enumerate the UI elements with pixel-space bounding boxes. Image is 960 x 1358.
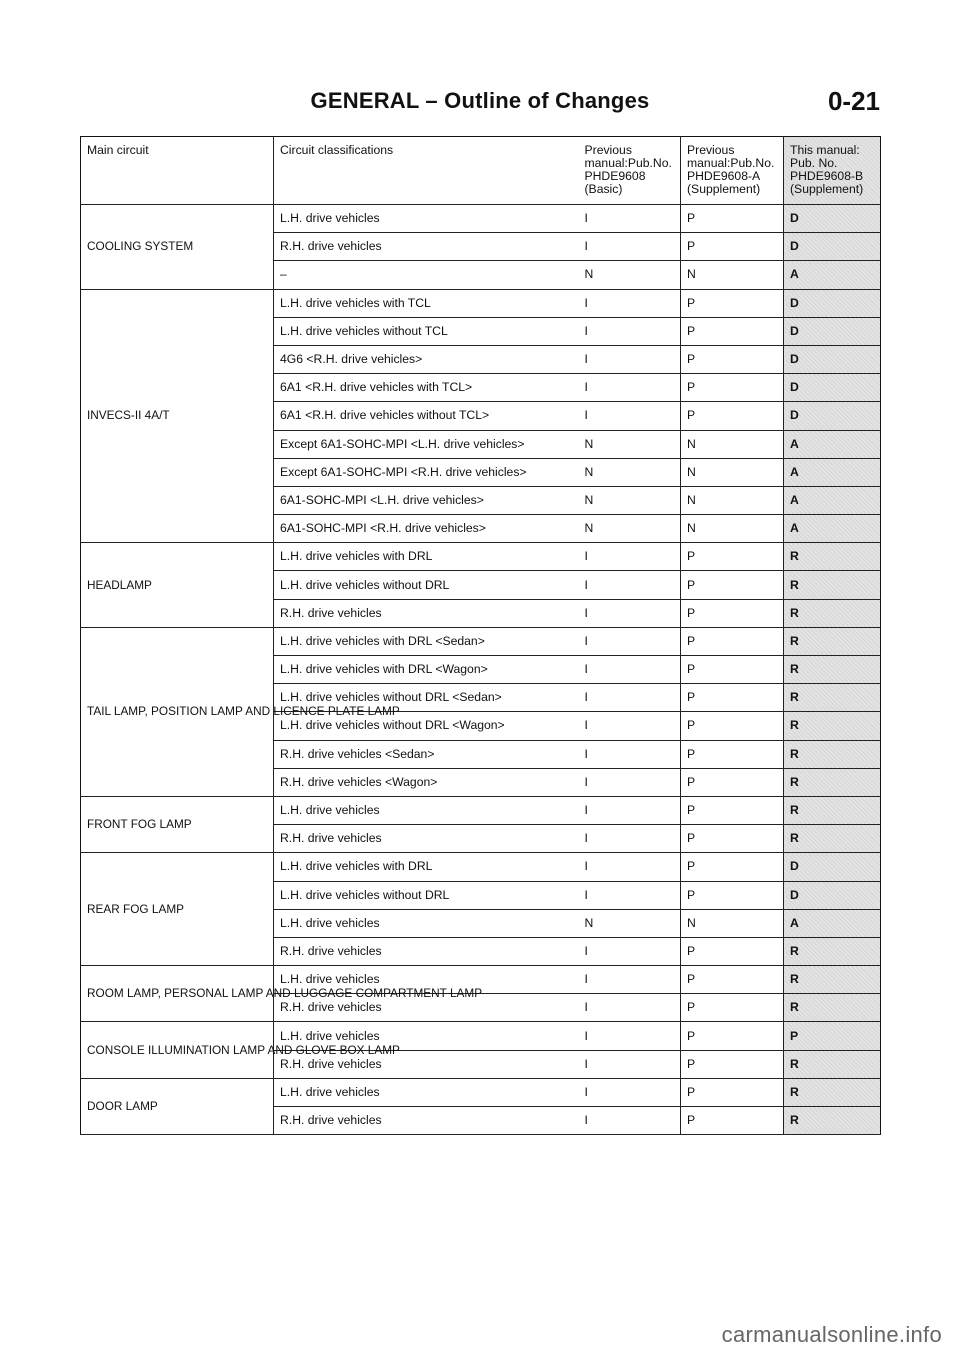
table-row <box>81 853 881 881</box>
this-manual-cell: D <box>784 853 881 881</box>
classification-cell: – <box>274 261 579 289</box>
table-row <box>81 1022 881 1050</box>
classification-cell: 4G6 <R.H. drive vehicles> <box>274 345 579 373</box>
main-circuit-cell: TAIL LAMP, POSITION LAMP AND LICENCE PLATE LAMP <box>81 627 274 796</box>
this-manual-cell: A <box>784 486 881 514</box>
previous-basic-cell: I <box>579 599 681 627</box>
table-row <box>81 1078 881 1106</box>
main-circuit-cell: DOOR LAMP <box>81 1078 274 1134</box>
this-manual-cell: R <box>784 1078 881 1106</box>
previous-basic-cell: I <box>579 571 681 599</box>
classification-cell: L.H. drive vehicles without DRL <Wagon> <box>274 712 579 740</box>
classification-cell: R.H. drive vehicles <box>274 1107 579 1135</box>
previous-basic-cell: I <box>579 317 681 345</box>
classification-cell: Except 6A1-SOHC-MPI <R.H. drive vehicles> <box>274 458 579 486</box>
outline-of-changes-table <box>80 136 881 1135</box>
this-manual-cell: R <box>784 599 881 627</box>
table-row <box>81 543 881 571</box>
header-this-manual <box>784 137 881 205</box>
table-body <box>81 205 881 1135</box>
this-manual-cell: D <box>784 345 881 373</box>
table-row <box>81 289 881 317</box>
previous-supplement-cell: N <box>681 515 784 543</box>
this-manual-cell: D <box>784 317 881 345</box>
previous-supplement-cell: P <box>681 402 784 430</box>
previous-supplement-cell: P <box>681 740 784 768</box>
previous-basic-cell: N <box>579 261 681 289</box>
this-manual-cell: D <box>784 402 881 430</box>
previous-basic-cell: N <box>579 458 681 486</box>
this-manual-cell: R <box>784 825 881 853</box>
table-row <box>81 205 881 233</box>
this-manual-cell: D <box>784 374 881 402</box>
previous-basic-cell: I <box>579 740 681 768</box>
previous-basic-cell: N <box>579 486 681 514</box>
this-manual-cell: R <box>784 712 881 740</box>
classification-cell: R.H. drive vehicles <box>274 599 579 627</box>
previous-supplement-cell: N <box>681 261 784 289</box>
previous-supplement-cell: P <box>681 289 784 317</box>
previous-basic-cell: I <box>579 768 681 796</box>
previous-supplement-cell: P <box>681 853 784 881</box>
previous-basic-cell: I <box>579 712 681 740</box>
previous-basic-cell: I <box>579 1107 681 1135</box>
previous-basic-cell: N <box>579 515 681 543</box>
header-line: PHDE9608 <box>584 169 646 183</box>
classification-cell: L.H. drive vehicles without DRL <Sedan> <box>274 684 579 712</box>
previous-supplement-cell: P <box>681 1050 784 1078</box>
previous-basic-cell: N <box>579 909 681 937</box>
classification-cell: R.H. drive vehicles <box>274 937 579 965</box>
previous-supplement-cell: N <box>681 458 784 486</box>
previous-supplement-cell: P <box>681 712 784 740</box>
this-manual-cell: R <box>784 571 881 599</box>
classification-cell: L.H. drive vehicles <box>274 966 579 994</box>
classification-cell: L.H. drive vehicles <box>274 909 579 937</box>
header-circuit-classifications: Circuit classifications <box>274 137 579 205</box>
classification-cell: L.H. drive vehicles <box>274 205 579 233</box>
previous-supplement-cell: P <box>681 345 784 373</box>
header-line: Pub. No. <box>790 156 838 170</box>
this-manual-cell: A <box>784 458 881 486</box>
previous-basic-cell: I <box>579 825 681 853</box>
table-row <box>81 966 881 994</box>
classification-cell: L.H. drive vehicles with DRL <box>274 853 579 881</box>
previous-supplement-cell: N <box>681 909 784 937</box>
classification-cell: L.H. drive vehicles <box>274 1022 579 1050</box>
main-circuit-cell: REAR FOG LAMP <box>81 853 274 966</box>
this-manual-cell: R <box>784 937 881 965</box>
previous-basic-cell: I <box>579 1022 681 1050</box>
previous-supplement-cell: P <box>681 684 784 712</box>
previous-supplement-cell: P <box>681 571 784 599</box>
previous-supplement-cell: P <box>681 937 784 965</box>
classification-cell: 6A1-SOHC-MPI <R.H. drive vehicles> <box>274 515 579 543</box>
classification-cell: Except 6A1-SOHC-MPI <L.H. drive vehicles> <box>274 430 579 458</box>
classification-cell: L.H. drive vehicles with DRL <Wagon> <box>274 656 579 684</box>
previous-supplement-cell: P <box>681 627 784 655</box>
previous-supplement-cell: N <box>681 486 784 514</box>
classification-cell: 6A1 <R.H. drive vehicles without TCL> <box>274 402 579 430</box>
previous-supplement-cell: P <box>681 656 784 684</box>
classification-cell: L.H. drive vehicles without TCL <box>274 317 579 345</box>
table-header-row <box>81 137 881 205</box>
classification-cell: R.H. drive vehicles <Sedan> <box>274 740 579 768</box>
previous-supplement-cell: P <box>681 374 784 402</box>
main-circuit-cell: FRONT FOG LAMP <box>81 796 274 852</box>
table-row <box>81 627 881 655</box>
header-line: PHDE9608-B <box>790 169 864 183</box>
this-manual-cell: R <box>784 796 881 824</box>
previous-basic-cell: I <box>579 543 681 571</box>
header-line: manual:Pub.No. <box>584 156 672 170</box>
this-manual-cell: R <box>784 740 881 768</box>
classification-cell: L.H. drive vehicles <box>274 1078 579 1106</box>
this-manual-cell: R <box>784 966 881 994</box>
previous-basic-cell: I <box>579 966 681 994</box>
previous-basic-cell: I <box>579 684 681 712</box>
previous-supplement-cell: P <box>681 543 784 571</box>
header-line: Previous <box>687 143 735 157</box>
header-line: Previous <box>584 143 632 157</box>
previous-basic-cell: I <box>579 937 681 965</box>
previous-basic-cell: I <box>579 1050 681 1078</box>
previous-basic-cell: I <box>579 853 681 881</box>
this-manual-cell: R <box>784 543 881 571</box>
classification-cell: R.H. drive vehicles <Wagon> <box>274 768 579 796</box>
this-manual-cell: A <box>784 515 881 543</box>
this-manual-cell: A <box>784 261 881 289</box>
this-manual-cell: R <box>784 994 881 1022</box>
previous-supplement-cell: P <box>681 1107 784 1135</box>
previous-supplement-cell: P <box>681 233 784 261</box>
main-circuit-cell: ROOM LAMP, PERSONAL LAMP AND LUGGAGE COMPARTMENT LAMP <box>81 966 274 1022</box>
this-manual-cell: D <box>784 289 881 317</box>
classification-cell: L.H. drive vehicles with TCL <box>274 289 579 317</box>
page-number: 0-21 <box>827 86 880 116</box>
previous-basic-cell: I <box>579 205 681 233</box>
main-circuit-cell: COOLING SYSTEM <box>81 205 274 290</box>
header-line: PHDE9608-A <box>687 169 761 183</box>
this-manual-cell: R <box>784 684 881 712</box>
header-line: manual:Pub.No. <box>687 156 775 170</box>
page-title: GENERAL – Outline of Changes <box>310 88 650 113</box>
classification-cell: R.H. drive vehicles <box>274 825 579 853</box>
this-manual-cell: D <box>784 881 881 909</box>
classification-cell: L.H. drive vehicles <box>274 796 579 824</box>
previous-supplement-cell: P <box>681 599 784 627</box>
previous-basic-cell: N <box>579 430 681 458</box>
table-row <box>81 796 881 824</box>
header-main-circuit: Main circuit <box>81 137 274 205</box>
previous-supplement-cell: P <box>681 205 784 233</box>
previous-basic-cell: I <box>579 627 681 655</box>
classification-cell: R.H. drive vehicles <box>274 1050 579 1078</box>
watermark: carmanualsonline.info <box>721 1322 942 1347</box>
this-manual-cell: A <box>784 430 881 458</box>
previous-basic-cell: I <box>579 374 681 402</box>
previous-basic-cell: I <box>579 289 681 317</box>
header-line: (Basic) <box>584 182 623 196</box>
previous-basic-cell: I <box>579 881 681 909</box>
this-manual-cell: D <box>784 233 881 261</box>
classification-cell: R.H. drive vehicles <box>274 233 579 261</box>
previous-supplement-cell: P <box>681 966 784 994</box>
previous-supplement-cell: P <box>681 768 784 796</box>
previous-supplement-cell: N <box>681 430 784 458</box>
header-line: (Supplement) <box>687 182 761 196</box>
this-manual-cell: P <box>784 1022 881 1050</box>
previous-supplement-cell: P <box>681 825 784 853</box>
this-manual-cell: D <box>784 205 881 233</box>
main-circuit-cell: INVECS-II 4A/T <box>81 289 274 543</box>
this-manual-cell: R <box>784 768 881 796</box>
this-manual-cell: R <box>784 1107 881 1135</box>
classification-cell: R.H. drive vehicles <box>274 994 579 1022</box>
this-manual-cell: R <box>784 1050 881 1078</box>
previous-supplement-cell: P <box>681 994 784 1022</box>
previous-supplement-cell: P <box>681 1078 784 1106</box>
previous-basic-cell: I <box>579 345 681 373</box>
header-previous-supplement <box>681 137 784 205</box>
previous-supplement-cell: P <box>681 1022 784 1050</box>
header-previous-basic <box>579 137 681 205</box>
classification-cell: L.H. drive vehicles without DRL <box>274 881 579 909</box>
previous-supplement-cell: P <box>681 881 784 909</box>
header-line: This manual: <box>790 143 860 157</box>
this-manual-cell: R <box>784 656 881 684</box>
classification-cell: 6A1 <R.H. drive vehicles with TCL> <box>274 374 579 402</box>
classification-cell: L.H. drive vehicles with DRL <Sedan> <box>274 627 579 655</box>
classification-cell: L.H. drive vehicles without DRL <box>274 571 579 599</box>
classification-cell: L.H. drive vehicles with DRL <box>274 543 579 571</box>
this-manual-cell: A <box>784 909 881 937</box>
page-header <box>80 86 880 118</box>
this-manual-cell: R <box>784 627 881 655</box>
previous-basic-cell: I <box>579 233 681 261</box>
previous-basic-cell: I <box>579 1078 681 1106</box>
previous-basic-cell: I <box>579 656 681 684</box>
main-circuit-cell: HEADLAMP <box>81 543 274 628</box>
previous-basic-cell: I <box>579 796 681 824</box>
header-line: (Supplement) <box>790 182 864 196</box>
previous-supplement-cell: P <box>681 796 784 824</box>
previous-basic-cell: I <box>579 994 681 1022</box>
classification-cell: 6A1-SOHC-MPI <L.H. drive vehicles> <box>274 486 579 514</box>
previous-supplement-cell: P <box>681 317 784 345</box>
previous-basic-cell: I <box>579 402 681 430</box>
main-circuit-cell: CONSOLE ILLUMINATION LAMP AND GLOVE BOX LAMP <box>81 1022 274 1078</box>
